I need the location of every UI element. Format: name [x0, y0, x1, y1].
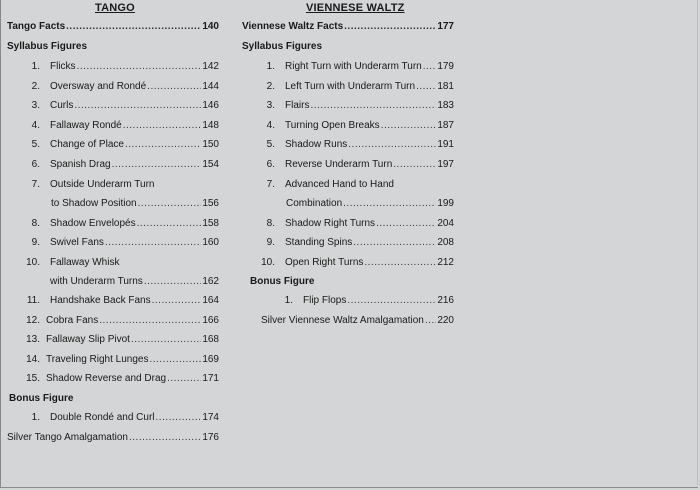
leader-dots: [393, 158, 436, 172]
entry-label: Right Turn with Underarm Turn: [285, 61, 422, 72]
toc-entry[interactable]: [242, 138, 454, 152]
toc-entry[interactable]: [7, 99, 219, 113]
toc-entry[interactable]: [242, 80, 454, 94]
toc-entry[interactable]: [7, 256, 219, 270]
toc-entry[interactable]: [7, 353, 219, 367]
leader-dots: [123, 119, 202, 133]
tango-syllabus-heading: [7, 40, 87, 54]
leader-dots: [99, 314, 201, 328]
entry-number: 1.: [31, 412, 40, 423]
entry-label: Flip Flops: [303, 295, 347, 306]
entry-page: 166: [202, 315, 219, 326]
entry-label: Shadow Runs: [285, 139, 348, 150]
section-heading: Syllabus Figures: [242, 41, 323, 52]
toc-entry[interactable]: [7, 217, 219, 231]
entry-page: 148: [202, 120, 219, 131]
entry-number: 6.: [31, 159, 40, 170]
entry-page: 177: [437, 21, 454, 32]
waltz-syllabus-heading: [242, 40, 322, 54]
leader-dots: [144, 275, 202, 289]
entry-number: 12.: [26, 315, 40, 326]
entry-label: Flairs: [285, 100, 310, 111]
entry-label: Turning Open Breaks: [285, 120, 380, 131]
entry-label: with Underarm Turns: [50, 276, 143, 287]
entry-label: Traveling Right Lunges: [46, 354, 149, 365]
entry-label: Shadow Right Turns: [285, 218, 376, 229]
tango-facts-entry[interactable]: [7, 20, 219, 34]
leader-dots: [156, 411, 202, 425]
toc-entry[interactable]: [7, 60, 219, 74]
entry-number: 5.: [31, 139, 40, 150]
toc-entry[interactable]: [7, 236, 219, 250]
leader-dots: [376, 217, 436, 231]
toc-entry[interactable]: [7, 294, 219, 308]
entry-label: Double Rondé and Curl: [50, 412, 155, 423]
toc-entry[interactable]: [7, 411, 219, 425]
entry-page: 160: [202, 237, 219, 248]
entry-label: Reverse Underarm Turn: [285, 159, 393, 170]
entry-label: Swivel Fans: [50, 237, 104, 248]
entry-label: Left Turn with Underarm Turn: [285, 81, 416, 92]
toc-entry[interactable]: [7, 158, 219, 172]
toc-entry[interactable]: [7, 333, 219, 347]
entry-page: 181: [437, 81, 454, 92]
entry-number: 4.: [31, 120, 40, 131]
entry-label: Curls: [50, 100, 74, 111]
waltz-bonus-heading: [250, 275, 314, 289]
section-heading: Bonus Figure: [9, 393, 74, 404]
entry-number: 10.: [261, 257, 275, 268]
entry-label: Spanish Drag: [50, 159, 111, 170]
toc-entry[interactable]: [7, 178, 219, 192]
entry-number: 1.: [266, 61, 275, 72]
toc-entry-continuation[interactable]: [7, 275, 219, 289]
entry-page: 199: [437, 198, 454, 209]
leader-dots: [364, 256, 436, 270]
entry-number: 7.: [31, 179, 40, 190]
leader-dots: [343, 197, 436, 211]
entry-label: Oversway and Rondé: [50, 81, 147, 92]
leader-dots: [416, 80, 436, 94]
toc-entry[interactable]: [242, 217, 454, 231]
entry-label: to Shadow Position: [51, 198, 137, 209]
toc-entry[interactable]: [242, 60, 454, 74]
entry-label: Shadow Reverse and Drag: [46, 373, 167, 384]
entry-number: 13.: [26, 334, 40, 345]
entry-label: Fallaway Slip Pivot: [46, 334, 130, 345]
entry-label: Viennese Waltz Facts: [242, 21, 344, 32]
entry-page: 187: [437, 120, 454, 131]
entry-page: 168: [202, 334, 219, 345]
waltz-heading: VIENNESE WALTZ: [306, 2, 405, 14]
entry-label: Combination: [286, 198, 343, 209]
entry-label: Fallaway Rondé: [50, 120, 122, 131]
toc-entry[interactable]: [242, 294, 454, 308]
entry-number: 4.: [266, 120, 275, 131]
entry-number: 9.: [266, 237, 275, 248]
entry-label: Open Right Turns: [285, 257, 364, 268]
entry-label: Handshake Back Fans: [50, 295, 151, 306]
section-heading: Syllabus Figures: [7, 41, 88, 52]
entry-number: 9.: [31, 237, 40, 248]
toc-entry[interactable]: [242, 99, 454, 113]
entry-number: 3.: [266, 100, 275, 111]
entry-page: 183: [437, 100, 454, 111]
toc-entry[interactable]: [7, 119, 219, 133]
entry-page: 169: [202, 354, 219, 365]
leader-dots: [310, 99, 436, 113]
leader-dots: [347, 294, 436, 308]
entry-page: 156: [202, 198, 219, 209]
entry-page: 204: [437, 218, 454, 229]
entry-label: Change of Place: [50, 139, 124, 150]
leader-dots: [125, 138, 201, 152]
entry-label: Cobra Fans: [46, 315, 99, 326]
entry-number: 1.: [31, 61, 40, 72]
toc-entry[interactable]: [242, 236, 454, 250]
entry-page: 212: [437, 257, 454, 268]
entry-page: 154: [202, 159, 219, 170]
entry-number: 7.: [266, 179, 275, 190]
entry-label: Silver Tango Amalgamation: [7, 432, 128, 443]
leader-dots: [105, 236, 201, 250]
entry-page: 176: [202, 432, 219, 443]
entry-number: 3.: [31, 100, 40, 111]
entry-page: 171: [202, 373, 219, 384]
leader-dots: [112, 158, 202, 172]
toc-entry[interactable]: [7, 314, 219, 328]
entry-number: 2.: [266, 81, 275, 92]
entry-page: 146: [202, 100, 219, 111]
toc-entry[interactable]: [242, 158, 454, 172]
entry-label: Silver Viennese Waltz Amalgamation: [261, 315, 424, 326]
leader-dots: [129, 431, 201, 445]
tango-bonus-heading: [9, 392, 73, 406]
entry-label: Outside Underarm Turn: [50, 179, 155, 190]
toc-entry-continuation[interactable]: [242, 197, 454, 211]
toc-entry[interactable]: [242, 178, 454, 192]
toc-entry[interactable]: [242, 119, 454, 133]
entry-number: 8.: [266, 218, 275, 229]
entry-page: 197: [437, 159, 454, 170]
entry-label: Fallaway Whisk: [50, 257, 120, 268]
entry-page: 208: [437, 237, 454, 248]
entry-page: 142: [202, 61, 219, 72]
leader-dots: [423, 60, 437, 74]
entry-page: 140: [202, 21, 219, 32]
entry-label: Standing Spins: [285, 237, 353, 248]
entry-label: Tango Facts: [7, 21, 66, 32]
entry-page: 164: [202, 295, 219, 306]
leader-dots: [147, 80, 201, 94]
entry-page: 144: [202, 81, 219, 92]
entry-number: 5.: [266, 139, 275, 150]
section-heading: Bonus Figure: [250, 276, 315, 287]
leader-dots: [74, 99, 201, 113]
leader-dots: [425, 314, 436, 328]
entry-page: 191: [437, 139, 454, 150]
leader-dots: [66, 20, 201, 34]
waltz-facts-entry[interactable]: [242, 20, 454, 34]
leader-dots: [77, 60, 202, 74]
entry-label: Flicks: [50, 61, 76, 72]
entry-number: 1.: [284, 295, 293, 306]
entry-number: 6.: [266, 159, 275, 170]
entry-number: 11.: [26, 295, 40, 306]
entry-page: 158: [202, 218, 219, 229]
leader-dots: [353, 236, 436, 250]
leader-dots: [167, 372, 201, 386]
toc-entry[interactable]: [242, 256, 454, 270]
entry-number: 14.: [26, 354, 40, 365]
tango-amalgamation-entry[interactable]: [7, 431, 219, 445]
entry-page: 216: [437, 295, 454, 306]
entry-number: 8.: [31, 218, 40, 229]
toc-entry[interactable]: [7, 138, 219, 152]
leader-dots: [138, 197, 202, 211]
entry-page: 162: [202, 276, 219, 287]
leader-dots: [381, 119, 437, 133]
tango-heading: TANGO: [95, 2, 135, 14]
toc-entry-continuation[interactable]: [7, 197, 219, 211]
entry-page: 179: [437, 61, 454, 72]
entry-page: 220: [437, 315, 454, 326]
entry-page: 174: [202, 412, 219, 423]
leader-dots: [149, 353, 201, 367]
entry-number: 15.: [26, 373, 40, 384]
leader-dots: [348, 138, 436, 152]
leader-dots: [344, 20, 436, 34]
entry-number: 2.: [31, 81, 40, 92]
waltz-amalgamation-entry[interactable]: [261, 314, 454, 328]
entry-number: 10.: [26, 257, 40, 268]
toc-entry[interactable]: [7, 372, 219, 386]
entry-label: Shadow Envelopés: [50, 218, 136, 229]
entry-page: 150: [202, 139, 219, 150]
toc-entry[interactable]: [7, 80, 219, 94]
leader-dots: [131, 333, 201, 347]
leader-dots: [137, 217, 202, 231]
leader-dots: [152, 294, 202, 308]
entry-label: Advanced Hand to Hand: [285, 179, 394, 190]
